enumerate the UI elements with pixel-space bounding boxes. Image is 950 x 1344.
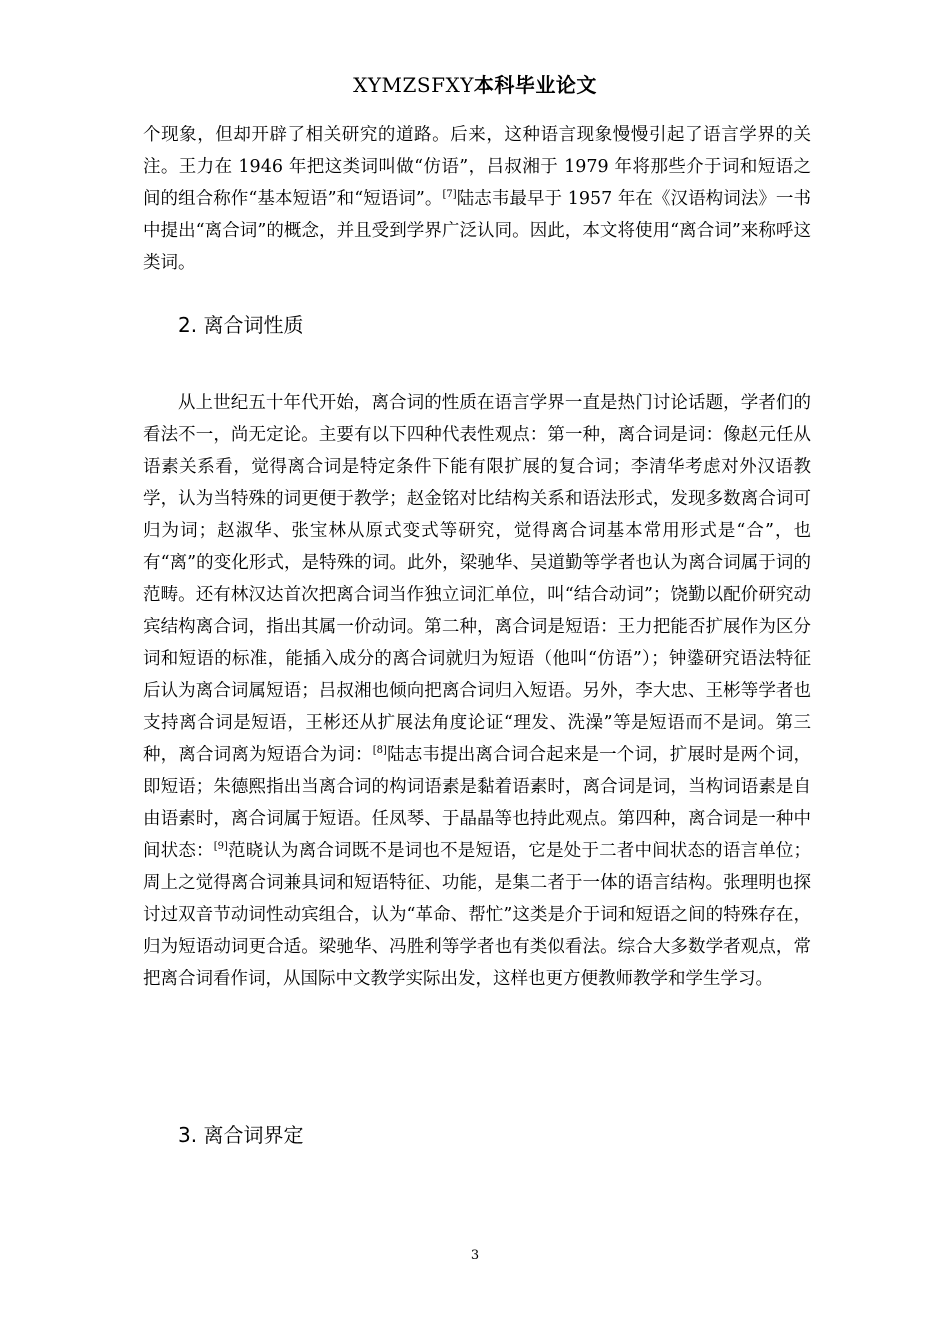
paragraph-nature-views — [143, 387, 811, 995]
citation-ref: [7] — [442, 189, 457, 201]
paragraph-text: 从上世纪五十年代开始，离合词的性质在语言学界一直是热门讨论话题，学者们的看法不一，尚无定论。主要有以下四种代表性观点：第一种，离合词是词：像赵元任从语素关系看，觉得离合词是特定条件下能有限扩展的复合词；李清华考虑对外汉语教学，认为当特殊的词更便于教学；赵金铭对比结构关系和语法形式，发现多数离合词可归为词；赵淑华、张宝林从原式变式等研究，觉得离合词基本常用形式是“合”，也有“离”的变化形式，是特殊的词。此外，梁驰华、吴道勤等学者也认为离合词属于词的范畴。还有林汉达首次把离合词当作独立词汇单位，叫“结合动词”；饶勤以配价研究动宾结构离合词，指出其属一价动词。第二种，离合词是短语：王力把能否扩展作为区分词和短语的标准，能插入成分的离合词就归为短语（他叫“仿语”）；钟鍌研究语法特征后认为离合词属短语；吕叔湘也倾向把离合词归入短语。另外，李大忠、王彬等学者也支持离合词是短语，王彬还从扩展法角度论证“理发、洗澡”等是短语而不是词。第三种，离合词离为短语合为词： — [143, 393, 811, 765]
header-school-code: XYMZSFXY — [353, 73, 474, 97]
citation-ref: [8] — [372, 745, 387, 757]
section-heading-definition: 3. 离合词界定 — [178, 1123, 304, 1147]
paragraph-origin-of-term — [143, 119, 811, 279]
header-thesis-type: 本科毕业论文 — [473, 73, 597, 97]
citation-ref: [9] — [213, 841, 228, 853]
paragraph-text: 陆志韦提出离合词合起来是一个词，扩展时是两个词，即短语；朱德熙指出当离合词的构词语素是黏着语素时，离合词是词，当构词语素是自由语素时，离合词属于短语。任凤琴、于晶晶等也持此观点。第四种，离合词是一种中间状态： — [143, 745, 812, 861]
paragraph-text: 范晓认为离合词既不是词也不是短语，它是处于二者中间状态的语言单位；周上之觉得离合词兼具词和短语特征、功能，是集二者于一体的语言结构。张理明也探讨过双音节动词性动宾组合，认为“革命、帮忙”这类是介于词和短语之间的特殊存在，归为短语动词更合适。梁驰华、冯胜利等学者也有类似看法。综合大多数学者观点，常把离合词看作词，从国际中文教学实际出发，这样也更方便教师教学和学生学习。 — [143, 841, 812, 989]
paragraph-text: 个现象，但却开辟了相关研究的道路。后来，这种语言现象慢慢引起了语言学界的关注。王力在 1946 年把这类词叫做“仿语”，吕叔湘于 1979 年将那些介于词和短语之间的组合称作“基本短语”和“短语词”。 — [143, 125, 811, 209]
section-heading-nature: 2. 离合词性质 — [178, 313, 304, 337]
page-number: 3 — [470, 1248, 480, 1263]
running-header — [0, 70, 950, 100]
paragraph-text: 陆志韦最早于 1957 年在《汉语构词法》一书中提出“离合词”的概念，并且受到学界广泛认同。因此，本文将使用“离合词”来称呼这类词。 — [143, 189, 811, 273]
